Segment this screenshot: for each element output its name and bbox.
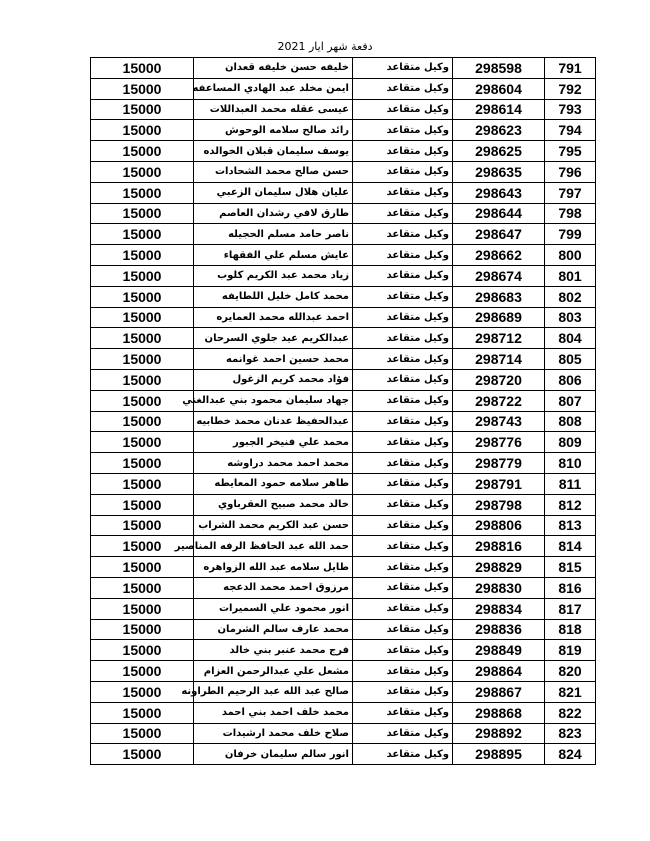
rank-cell: وكيل متقاعد (353, 515, 453, 536)
table-row (91, 307, 596, 328)
id-number-cell: 298683 (453, 286, 545, 307)
id-number-cell: 298604 (453, 78, 545, 99)
id-number-cell: 298722 (453, 390, 545, 411)
rank-cell: وكيل متقاعد (353, 453, 453, 474)
rank-cell: وكيل متقاعد (353, 640, 453, 661)
full-name-cell: طاهر سلامه حمود المعايطه (194, 473, 353, 494)
table-row (91, 182, 596, 203)
id-number-cell: 298662 (453, 245, 545, 266)
serial-number-cell: 793 (545, 99, 596, 120)
id-number-cell: 298743 (453, 411, 545, 432)
table-row (91, 515, 596, 536)
serial-number-cell: 819 (545, 640, 596, 661)
table-row (91, 203, 596, 224)
full-name-cell: محمد حسين احمد غوانمه (194, 349, 353, 370)
full-name-cell: عليان هلال سليمان الزعبي (194, 182, 353, 203)
full-name-cell: محمد علي فنيخر الجبور (194, 432, 353, 453)
serial-number-cell: 824 (545, 744, 596, 765)
table-row (91, 453, 596, 474)
payment-table (90, 57, 596, 765)
full-name-cell: حسن عبد الكريم محمد الشراب (194, 515, 353, 536)
rank-cell: وكيل متقاعد (353, 577, 453, 598)
serial-number-cell: 818 (545, 619, 596, 640)
id-number-cell: 298720 (453, 369, 545, 390)
table-row (91, 702, 596, 723)
id-number-cell: 298644 (453, 203, 545, 224)
id-number-cell: 298623 (453, 120, 545, 141)
full-name-cell: جهاد سليمان محمود بني عبدالغني (194, 390, 353, 411)
table-row (91, 390, 596, 411)
amount-cell: 15000 (91, 702, 194, 723)
amount-cell: 15000 (91, 598, 194, 619)
id-number-cell: 298868 (453, 702, 545, 723)
serial-number-cell: 797 (545, 182, 596, 203)
full-name-cell: عبدالكريم عيد جلوي السرحان (194, 328, 353, 349)
id-number-cell: 298867 (453, 681, 545, 702)
amount-cell: 15000 (91, 78, 194, 99)
rank-cell: وكيل متقاعد (353, 619, 453, 640)
rank-cell: وكيل متقاعد (353, 557, 453, 578)
table-row (91, 598, 596, 619)
table-row (91, 99, 596, 120)
rank-cell: وكيل متقاعد (353, 286, 453, 307)
amount-cell: 15000 (91, 245, 194, 266)
serial-number-cell: 821 (545, 681, 596, 702)
table-row (91, 619, 596, 640)
serial-number-cell: 792 (545, 78, 596, 99)
table-row (91, 349, 596, 370)
id-number-cell: 298714 (453, 349, 545, 370)
amount-cell: 15000 (91, 286, 194, 307)
amount-cell: 15000 (91, 473, 194, 494)
full-name-cell: زياد محمد عبد الكريم كلوب (194, 265, 353, 286)
full-name-cell: صالح عبد الله عبد الرحيم الطراونه (194, 681, 353, 702)
full-name-cell: عبدالحفيظ عدنان محمد خطابيه (194, 411, 353, 432)
rank-cell: وكيل متقاعد (353, 390, 453, 411)
document-title: دفعة شهر ايار 2021 (277, 40, 373, 53)
table-row (91, 141, 596, 162)
amount-cell: 15000 (91, 619, 194, 640)
amount-cell: 15000 (91, 453, 194, 474)
rank-cell: وكيل متقاعد (353, 494, 453, 515)
amount-cell: 15000 (91, 640, 194, 661)
serial-number-cell: 798 (545, 203, 596, 224)
table-row (91, 494, 596, 515)
full-name-cell: طايل سلامه عبد الله الزواهره (194, 557, 353, 578)
full-name-cell: محمد كامل خليل اللطايفه (194, 286, 353, 307)
rank-cell: وكيل متقاعد (353, 723, 453, 744)
amount-cell: 15000 (91, 515, 194, 536)
serial-number-cell: 805 (545, 349, 596, 370)
full-name-cell: مرزوق احمد محمد الدعجه (194, 577, 353, 598)
id-number-cell: 298643 (453, 182, 545, 203)
serial-number-cell: 800 (545, 245, 596, 266)
table-row (91, 577, 596, 598)
table-row (91, 58, 596, 79)
serial-number-cell: 807 (545, 390, 596, 411)
amount-cell: 15000 (91, 411, 194, 432)
id-number-cell: 298849 (453, 640, 545, 661)
serial-number-cell: 812 (545, 494, 596, 515)
rank-cell: وكيل متقاعد (353, 744, 453, 765)
id-number-cell: 298598 (453, 58, 545, 79)
table-row (91, 744, 596, 765)
table-row (91, 328, 596, 349)
serial-number-cell: 814 (545, 536, 596, 557)
rank-cell: وكيل متقاعد (353, 58, 453, 79)
rank-cell: وكيل متقاعد (353, 349, 453, 370)
serial-number-cell: 802 (545, 286, 596, 307)
serial-number-cell: 816 (545, 577, 596, 598)
table-row (91, 411, 596, 432)
serial-number-cell: 804 (545, 328, 596, 349)
full-name-cell: فرج محمد عنبر بني خالد (194, 640, 353, 661)
table-row (91, 265, 596, 286)
amount-cell: 15000 (91, 224, 194, 245)
table-row (91, 369, 596, 390)
amount-cell: 15000 (91, 577, 194, 598)
rank-cell: وكيل متقاعد (353, 473, 453, 494)
amount-cell: 15000 (91, 307, 194, 328)
amount-cell: 15000 (91, 723, 194, 744)
serial-number-cell: 795 (545, 141, 596, 162)
id-number-cell: 298776 (453, 432, 545, 453)
rank-cell: وكيل متقاعد (353, 536, 453, 557)
serial-number-cell: 817 (545, 598, 596, 619)
amount-cell: 15000 (91, 432, 194, 453)
full-name-cell: ايمن مخلد عبد الهادي المساعفه (194, 78, 353, 99)
table-row (91, 245, 596, 266)
rank-cell: وكيل متقاعد (353, 411, 453, 432)
rank-cell: وكيل متقاعد (353, 141, 453, 162)
rank-cell: وكيل متقاعد (353, 224, 453, 245)
serial-number-cell: 806 (545, 369, 596, 390)
table-row (91, 681, 596, 702)
amount-cell: 15000 (91, 141, 194, 162)
amount-cell: 15000 (91, 661, 194, 682)
id-number-cell: 298892 (453, 723, 545, 744)
id-number-cell: 298614 (453, 99, 545, 120)
full-name-cell: حمد الله عبد الحافظ الرفه المناصير (194, 536, 353, 557)
rank-cell: وكيل متقاعد (353, 265, 453, 286)
id-number-cell: 298816 (453, 536, 545, 557)
id-number-cell: 298829 (453, 557, 545, 578)
table-row (91, 723, 596, 744)
payment-table-body (91, 58, 596, 765)
serial-number-cell: 823 (545, 723, 596, 744)
full-name-cell: حسن صالح محمد الشحادات (194, 161, 353, 182)
full-name-cell: محمد احمد محمد دراوشه (194, 453, 353, 474)
serial-number-cell: 801 (545, 265, 596, 286)
serial-number-cell: 809 (545, 432, 596, 453)
rank-cell: وكيل متقاعد (353, 245, 453, 266)
full-name-cell: انور محمود علي السميرات (194, 598, 353, 619)
amount-cell: 15000 (91, 369, 194, 390)
serial-number-cell: 796 (545, 161, 596, 182)
amount-cell: 15000 (91, 744, 194, 765)
full-name-cell: مشعل علي عبدالرحمن العزام (194, 661, 353, 682)
id-number-cell: 298895 (453, 744, 545, 765)
rank-cell: وكيل متقاعد (353, 307, 453, 328)
full-name-cell: انور سالم سليمان خرفان (194, 744, 353, 765)
full-name-cell: طارق لافي رشدان العاصم (194, 203, 353, 224)
id-number-cell: 298635 (453, 161, 545, 182)
rank-cell: وكيل متقاعد (353, 78, 453, 99)
amount-cell: 15000 (91, 203, 194, 224)
amount-cell: 15000 (91, 681, 194, 702)
full-name-cell: عايش مسلم علي الفقهاء (194, 245, 353, 266)
id-number-cell: 298779 (453, 453, 545, 474)
id-number-cell: 298864 (453, 661, 545, 682)
full-name-cell: فؤاد محمد كريم الزغول (194, 369, 353, 390)
serial-number-cell: 815 (545, 557, 596, 578)
amount-cell: 15000 (91, 58, 194, 79)
table-row (91, 120, 596, 141)
rank-cell: وكيل متقاعد (353, 120, 453, 141)
table-row (91, 473, 596, 494)
full-name-cell: خليفه حسن خليفه قعدان (194, 58, 353, 79)
amount-cell: 15000 (91, 494, 194, 515)
amount-cell: 15000 (91, 536, 194, 557)
full-name-cell: رائد صالح سلامه الوحوش (194, 120, 353, 141)
full-name-cell: محمد خلف احمد بني احمد (194, 702, 353, 723)
amount-cell: 15000 (91, 349, 194, 370)
rank-cell: وكيل متقاعد (353, 328, 453, 349)
serial-number-cell: 813 (545, 515, 596, 536)
amount-cell: 15000 (91, 182, 194, 203)
full-name-cell: يوسف سليمان قبلان الخوالده (194, 141, 353, 162)
table-row (91, 161, 596, 182)
serial-number-cell: 794 (545, 120, 596, 141)
rank-cell: وكيل متقاعد (353, 598, 453, 619)
id-number-cell: 298806 (453, 515, 545, 536)
id-number-cell: 298647 (453, 224, 545, 245)
rank-cell: وكيل متقاعد (353, 681, 453, 702)
id-number-cell: 298674 (453, 265, 545, 286)
serial-number-cell: 791 (545, 58, 596, 79)
table-row (91, 536, 596, 557)
rank-cell: وكيل متقاعد (353, 99, 453, 120)
id-number-cell: 298830 (453, 577, 545, 598)
full-name-cell: محمد عارف سالم الشرمان (194, 619, 353, 640)
serial-number-cell: 820 (545, 661, 596, 682)
rank-cell: وكيل متقاعد (353, 182, 453, 203)
rank-cell: وكيل متقاعد (353, 369, 453, 390)
table-row (91, 661, 596, 682)
serial-number-cell: 811 (545, 473, 596, 494)
table-row (91, 286, 596, 307)
table-row (91, 557, 596, 578)
amount-cell: 15000 (91, 265, 194, 286)
amount-cell: 15000 (91, 557, 194, 578)
id-number-cell: 298836 (453, 619, 545, 640)
amount-cell: 15000 (91, 161, 194, 182)
table-row (91, 224, 596, 245)
table-row (91, 640, 596, 661)
rank-cell: وكيل متقاعد (353, 432, 453, 453)
id-number-cell: 298791 (453, 473, 545, 494)
id-number-cell: 298712 (453, 328, 545, 349)
id-number-cell: 298625 (453, 141, 545, 162)
serial-number-cell: 803 (545, 307, 596, 328)
full-name-cell: صلاح خلف محمد ارشيدات (194, 723, 353, 744)
amount-cell: 15000 (91, 99, 194, 120)
table-row (91, 432, 596, 453)
full-name-cell: خالد محمد صبيح العقرباوي (194, 494, 353, 515)
full-name-cell: ناصر حامد مسلم الحجيله (194, 224, 353, 245)
id-number-cell: 298798 (453, 494, 545, 515)
amount-cell: 15000 (91, 390, 194, 411)
rank-cell: وكيل متقاعد (353, 661, 453, 682)
amount-cell: 15000 (91, 120, 194, 141)
rank-cell: وكيل متقاعد (353, 203, 453, 224)
serial-number-cell: 810 (545, 453, 596, 474)
serial-number-cell: 822 (545, 702, 596, 723)
rank-cell: وكيل متقاعد (353, 702, 453, 723)
serial-number-cell: 799 (545, 224, 596, 245)
serial-number-cell: 808 (545, 411, 596, 432)
table-row (91, 78, 596, 99)
amount-cell: 15000 (91, 328, 194, 349)
full-name-cell: عيسى عقله محمد العبداللات (194, 99, 353, 120)
full-name-cell: احمد عبدالله محمد العمايره (194, 307, 353, 328)
id-number-cell: 298689 (453, 307, 545, 328)
id-number-cell: 298834 (453, 598, 545, 619)
rank-cell: وكيل متقاعد (353, 161, 453, 182)
